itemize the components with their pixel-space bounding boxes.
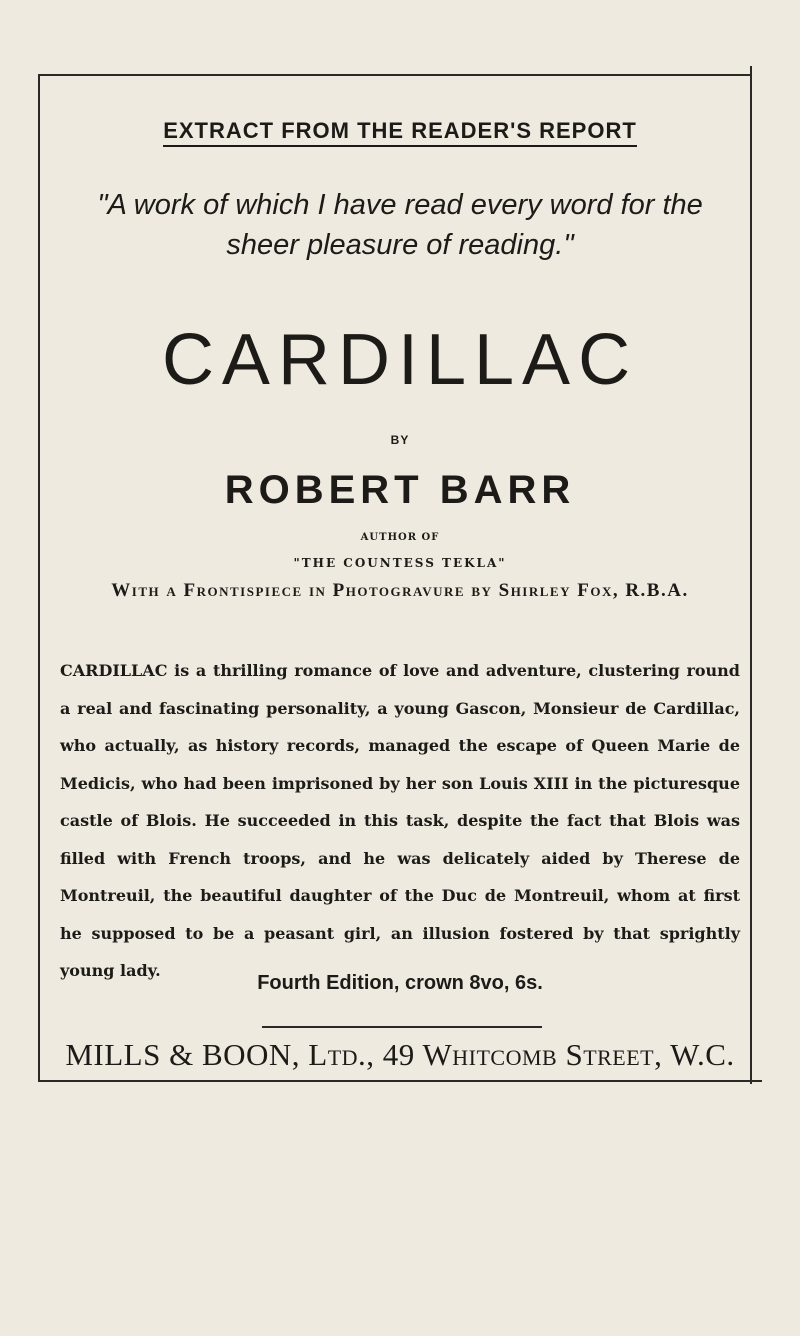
border-right — [750, 66, 752, 1084]
report-heading-text: EXTRACT FROM THE READER'S REPORT — [163, 118, 637, 147]
report-heading — [0, 118, 800, 144]
frontispiece-credit: With a Frontispiece in Photogravure by Shirley Fox, R.B.A. — [111, 580, 689, 601]
border-bottom — [38, 1080, 762, 1082]
quote-line-1: "A work of which I have read every word for the — [97, 189, 703, 221]
border-left — [38, 74, 40, 1082]
quote-line-2: sheer pleasure of reading." — [226, 229, 574, 261]
author-of-label: AUTHOR OF — [360, 532, 440, 543]
publisher-imprint: MILLS & BOON, Ltd., 49 Whitcomb Street, W.C. — [65, 1037, 735, 1072]
by-label: BY — [390, 433, 410, 447]
author-name: ROBERT BARR — [224, 468, 576, 512]
divider-rule — [262, 1026, 542, 1028]
border-top — [38, 74, 750, 76]
edition-info: Fourth Edition, crown 8vo, 6s. — [257, 972, 543, 994]
reader-quote — [60, 185, 740, 265]
book-description: CARDILLAC is a thrilling romance of love and adventure, clustering round a real and fascinating personality, a young Gascon, Monsieur de Cardillac, who actually, as history records, managed the escape of Queen Marie de Medicis, who had been imprisoned by her son Louis XIII in the picturesque castle of Blois. He succeeded in this task, despite the fact that Blois was filled with French troops, and he was delicately aided by Therese de Montreuil, the beautiful daughter of the Duc de Montreuil, whom at first he supposed to be a peasant girl, an illusion fostered by that sprightly young lady. — [60, 661, 740, 980]
book-title: CARDILLAC — [161, 320, 639, 400]
prior-work-title: "THE COUNTESS TEKLA" — [293, 556, 507, 570]
